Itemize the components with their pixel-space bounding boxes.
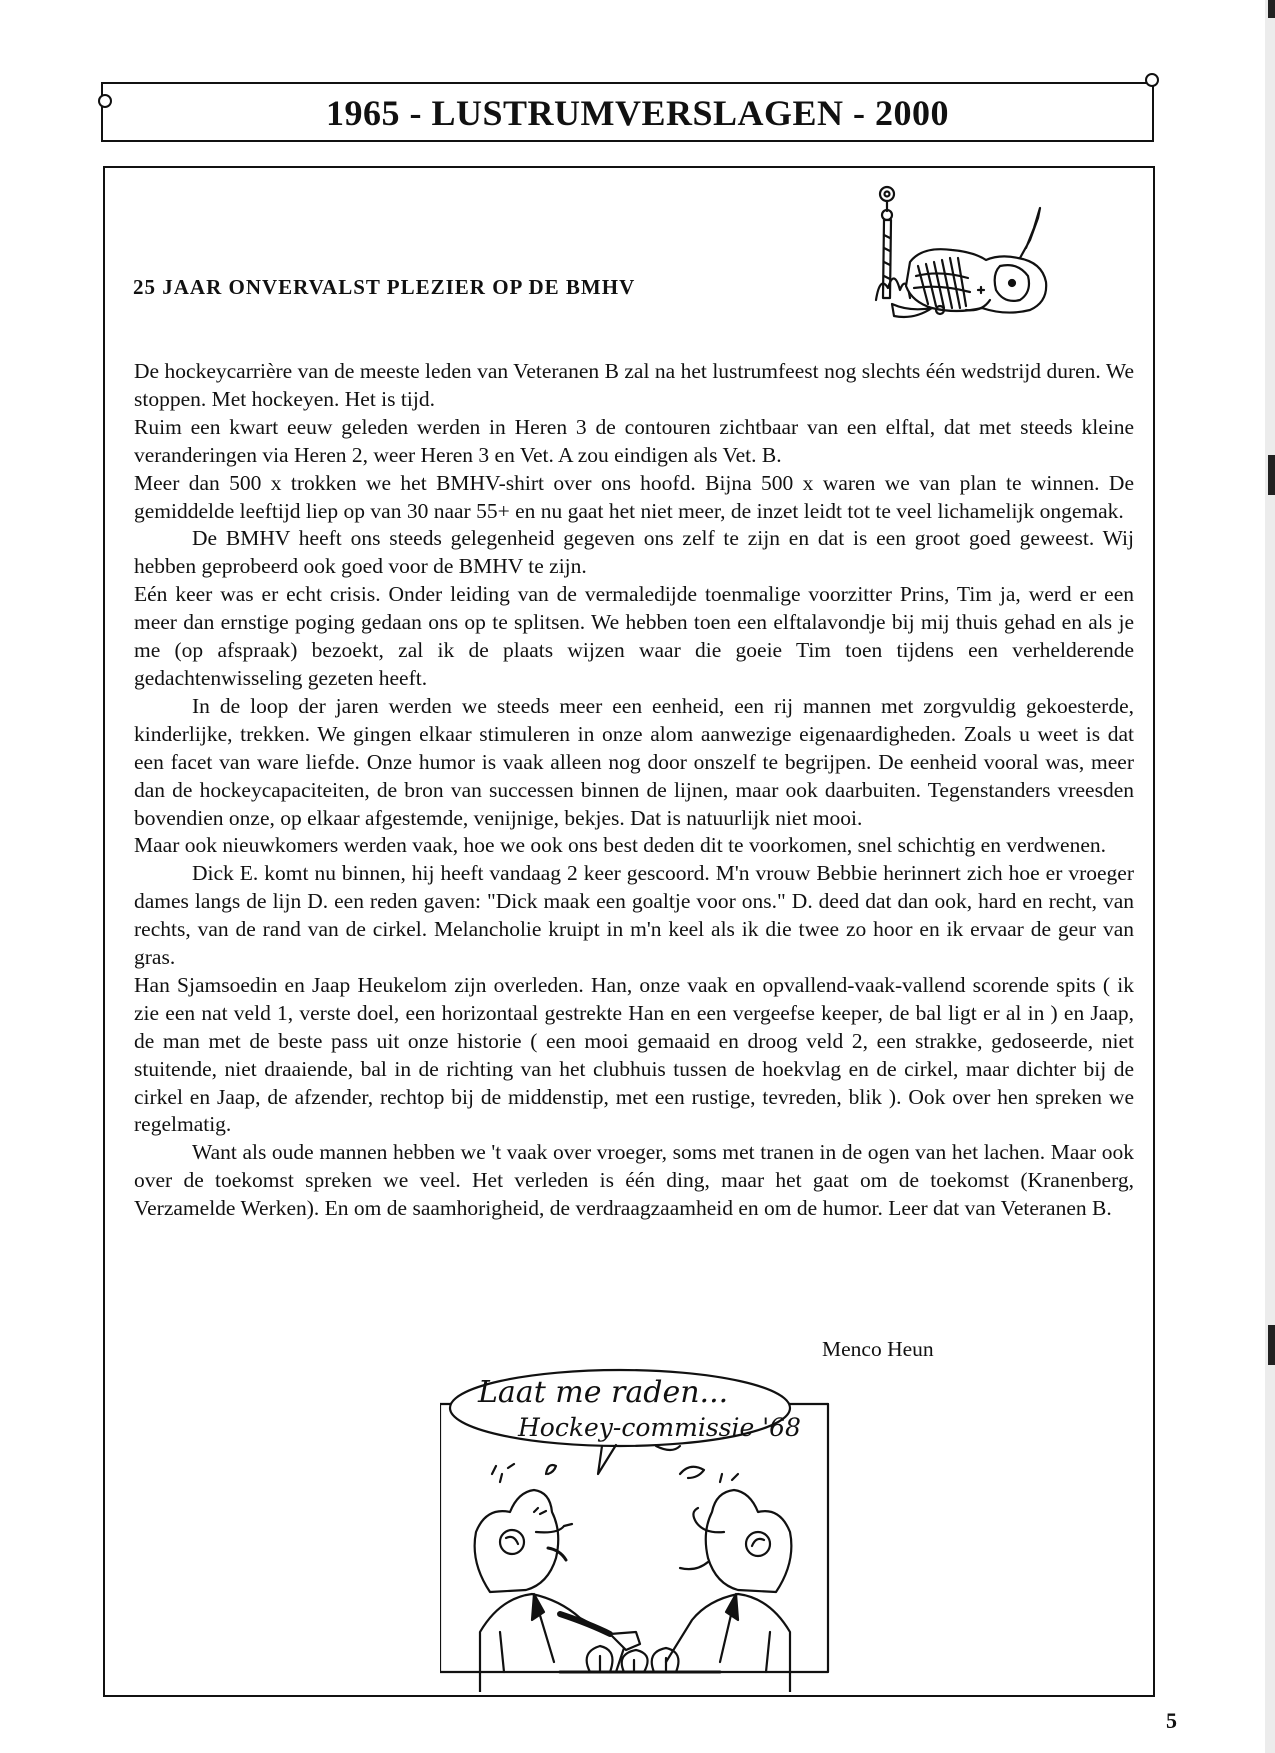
author-signature: Menco Heun <box>822 1337 934 1361</box>
paragraph: Want als oude mannen hebben we 't vaak over vroeger, soms met tranen in de ogen van het lachen. Maar ook over de toekomst spreken we veel. Het verleden is één ding, maar het gaat om de toekomst (Kranenberg, Verzamelde Werken). En om de saamhorigheid, de verdraagzaamheid en om de humor. Leer dat van Veteranen B. <box>134 1140 1134 1221</box>
paragraph: In de loop der jaren werden we steeds meer een eenheid, een rij mannen met zorgvuldig gekoesterde, kinderlijke, trekken. We gingen elkaar stimuleren in onze alom aanwezige eigenaardigheden. Zoals u weet is dat een facet van ware liefde. Onze humor is vaak alleen nog door onszelf te begrijpen. De eenheid vooral was, meer dan de hockeycapaciteiten, de bron van successen binnen de lijnen, maar ook daarbuiten. Tegenstanders vreesden bovendien onze, op elkaar afgestemde, venijnige, bekjes. Dat is natuurlijk niet mooi. <box>134 693 1134 830</box>
cartoon-illustration <box>440 1362 840 1692</box>
page-title: 1965 - LUSTRUMVERSLAGEN - 2000 <box>325 93 950 133</box>
page-number: 5 <box>1166 1708 1177 1733</box>
scan-edge-mark <box>1268 1325 1275 1365</box>
hockey-player-illustration <box>870 180 1070 340</box>
paragraph: De BMHV heeft ons steeds gelegenheid gegeven ons zelf te zijn en dat is een groot goed geweest. Wij hebben geprobeerd ook goed voor de BMHV te zijn. <box>134 526 1134 579</box>
paragraph: Meer dan 500 x trokken we het BMHV-shirt over ons hoofd. Bijna 500 x waren we van plan te winnen. De gemiddelde leeftijd liep op van 30 naar 55+ en nu gaat het niet meer, de inzet leidt tot te veel lichamelijk ongemak. <box>134 470 1134 523</box>
scan-edge-mark <box>1268 0 1275 18</box>
paragraph: Eén keer was er echt crisis. Onder leiding van de vermaledijde toenmalige voorzitter Prins, Tim ja, werd er een meer dan ernstige poging gedaan ons op te splitsen. We hebben toen een elftalavondje bij mij thuis gehad en als je me (op afspraak) bezoekt, zal ik de plaats wijzen waar die goeie Tim toen tijdens een verhelderende gedachtenwisseling gezeten heeft. <box>134 582 1134 690</box>
banner-curl-right <box>1145 73 1159 87</box>
paragraph: Dick E. komt nu binnen, hij heeft vandaag 2 keer gescoord. M'n vrouw Bebbie herinnert zich hoe er vroeger dames langs de lijn D. een reden gaven: "Dick maak een goaltje voor ons." D. deed dat dan ook, hard en recht, van rechts, van de rand van de cirkel. Melancholie kruipt in m'n keel als ik die twee zo hoor en ik ervaar de geur van gras. <box>134 861 1134 970</box>
article-body <box>134 358 1134 1223</box>
scan-edge-mark <box>1268 455 1275 495</box>
scan-edge <box>1265 0 1275 1753</box>
speech-line-1: Laat me raden... <box>478 1375 729 1410</box>
article-heading: 25 JAAR ONVERVALST PLEZIER OP DE BMHV <box>133 275 636 299</box>
paragraph: Ruim een kwart eeuw geleden werden in Heren 3 de contouren zichtbaar van een elftal, dat met steeds kleine veranderingen via Heren 2, weer Heren 3 en Vet. A zou eindigen als Vet. B. <box>134 414 1134 467</box>
paragraph: Maar ook nieuwkomers werden vaak, hoe we ook ons best deden dit te voorkomen, snel schichtig en verdwenen. <box>134 833 1107 858</box>
paragraph: De hockeycarrière van de meeste leden van Veteranen B zal na het lustrumfeest nog slechts één wedstrijd duren. We stoppen. Met hockeyen. Het is tijd. <box>134 359 1134 411</box>
speech-line-2: Hockey-commissie '68 <box>518 1413 801 1442</box>
paragraph: Han Sjamsoedin en Jaap Heukelom zijn overleden. Han, onze vaak en opvallend-vaak-vallend scorende spits ( ik zie een nat veld 1, verste doel, een horizontaal gestrekte Han en een vergeefse keeper, de bal ligt er al in ) en Jaap, de man met de beste pass uit onze historie ( een mooi gemaaid en droog veld 2, een strakke, gedoseerde, niet stuitende, niet draaiende, bal in de richting van het clubhuis tussen de hoekvlag en de cirkel, maar dichter bij de cirkel en Jaap, de afzender, rechtop bij de middenstip, met een rustige, tevreden, blik ). Ook over hen spreken we regelmatig. <box>134 972 1134 1137</box>
